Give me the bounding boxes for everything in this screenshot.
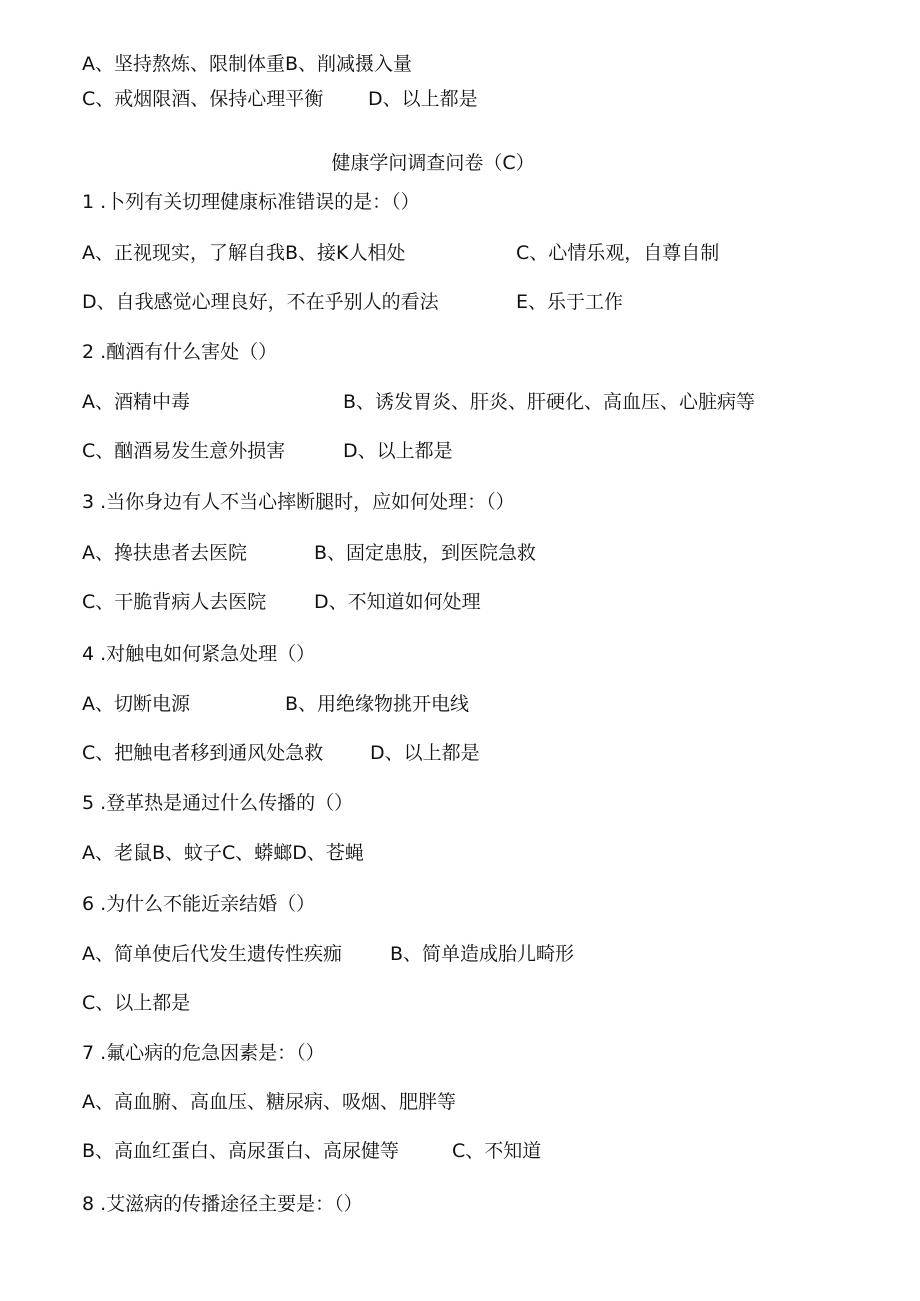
- q6-option-c: C、以上都是: [82, 992, 191, 1014]
- q7-option-c: C、不知道: [452, 1140, 542, 1162]
- q1-option-c: C、心情乐观，自尊自制: [516, 242, 720, 264]
- question-7: 7 .氟心病的危急因素是：（）: [82, 1042, 325, 1064]
- q4-option-b: B、用绝缘物挑开电线: [285, 693, 470, 715]
- q4-option-d: D、以上都是: [370, 742, 480, 764]
- q4-option-a: A、切断电源: [82, 693, 190, 715]
- q1-option-d: D、自我感觉心理良好，不在乎别人的看法: [82, 291, 439, 313]
- q2-option-b: B、诱发胃炎、肝炎、肝硬化、高血压、心脏病等: [343, 391, 756, 413]
- q3-option-d: D、不知道如何处理: [314, 591, 481, 613]
- q1-option-e: E、乐于工作: [516, 291, 624, 313]
- q3-option-a: A、搀扶患者去医院: [82, 542, 247, 564]
- q2-option-d: D、以上都是: [343, 440, 453, 462]
- option-line-top-1: A、坚持熬炼、限制体重B、削减摄入量: [82, 53, 413, 75]
- q3-option-c: C、干脆背病人去医院: [82, 591, 267, 613]
- question-1: 1 .卜列有关切理健康标准错误的是：（）: [82, 191, 420, 213]
- option-line-top-2a: C、戒烟限酒、保持心理平衡: [82, 88, 324, 110]
- question-8: 8 .艾滋病的传播途径主要是：（）: [82, 1193, 363, 1215]
- q2-option-a: A、酒精中毒: [82, 391, 190, 413]
- question-2: 2 .酗酒有什么害处（）: [82, 341, 278, 363]
- q2-option-c: C、酗酒易发生意外损害: [82, 440, 286, 462]
- q3-option-b: B、固定患肢，到医院急救: [314, 542, 537, 564]
- document-title: 健康学问调查问卷（C）: [331, 152, 535, 174]
- q4-option-c: C、把触电者移到通风处急救: [82, 742, 324, 764]
- q6-option-b: B、简单造成胎儿畸形: [390, 943, 575, 965]
- q6-option-a: A、简单使后代发生遗传性疾痂: [82, 943, 342, 965]
- question-4: 4 .对触电如何紧急处理（）: [82, 643, 316, 665]
- question-5: 5 .登革热是通过什么传播的（）: [82, 792, 354, 814]
- option-line-top-2b: D、以上都是: [368, 88, 478, 110]
- question-6: 6 .为什么不能近亲结婚（）: [82, 893, 316, 915]
- q7-option-b: B、高血红蛋白、高尿蛋白、高尿健等: [82, 1140, 400, 1162]
- q7-option-a: A、高血腑、高血压、糖尿病、吸烟、肥胖等: [82, 1091, 456, 1113]
- question-3: 3 .当你身边有人不当心摔断腿时，应如何处理：（）: [82, 491, 515, 513]
- q1-option-a-b: A、正视现实，了解自我B、接K人相处: [82, 242, 406, 264]
- q5-options: A、老鼠B、蚊子C、蟒螂D、苍蝇: [82, 842, 364, 864]
